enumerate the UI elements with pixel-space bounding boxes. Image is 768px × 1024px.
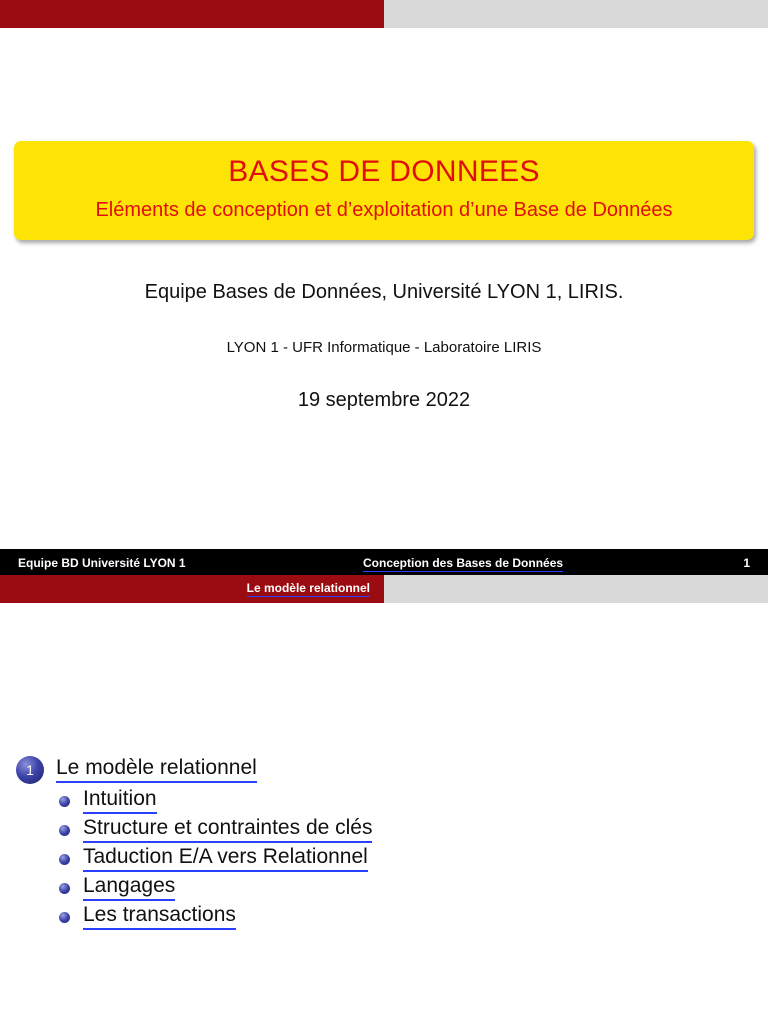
toc-subsection-link[interactable]: Langages [83, 873, 175, 901]
bullet-ball-icon [59, 912, 70, 923]
header-bar-grey [384, 0, 768, 28]
section-bar-grey [384, 575, 768, 603]
toc-subsection-link[interactable]: Intuition [83, 786, 157, 814]
bullet-ball-icon [59, 825, 70, 836]
toc-section-link[interactable]: Le modèle relationnel [56, 755, 257, 783]
footer-author: Equipe BD Université LYON 1 [18, 556, 186, 570]
footer-page-number: 1 [743, 556, 750, 570]
header-bar-red [0, 0, 384, 28]
footer-title-link[interactable]: Conception des Bases de Données [363, 556, 564, 570]
toc-subsection-link[interactable]: Les transactions [83, 902, 236, 930]
footer-bar [0, 549, 768, 575]
bullet-ball-icon [59, 796, 70, 807]
slide-subtitle: Eléments de conception et d’exploitation d’une Base de Données [95, 199, 673, 221]
slide-title: BASES DE DONNEES [228, 155, 540, 188]
section-header-bar [0, 575, 768, 603]
title-box [14, 141, 754, 240]
institute-line: LYON 1 - UFR Informatique - Laboratoire LIRIS [226, 339, 542, 356]
section-number-ball-icon: 1 [16, 756, 44, 784]
toc-subsection-link[interactable]: Structure et contraintes de clés [83, 815, 372, 843]
top-header-bar [0, 0, 768, 28]
author-line: Equipe Bases de Données, Université LYON 1, LIRIS. [144, 281, 624, 303]
bullet-ball-icon [59, 883, 70, 894]
section-bar-red [0, 575, 384, 603]
date-line: 19 septembre 2022 [297, 389, 471, 411]
toc-subsection-link[interactable]: Taduction E/A vers Relationnel [83, 844, 368, 872]
bullet-ball-icon [59, 854, 70, 865]
section-nav-link[interactable]: Le modèle relationnel [246, 581, 370, 595]
